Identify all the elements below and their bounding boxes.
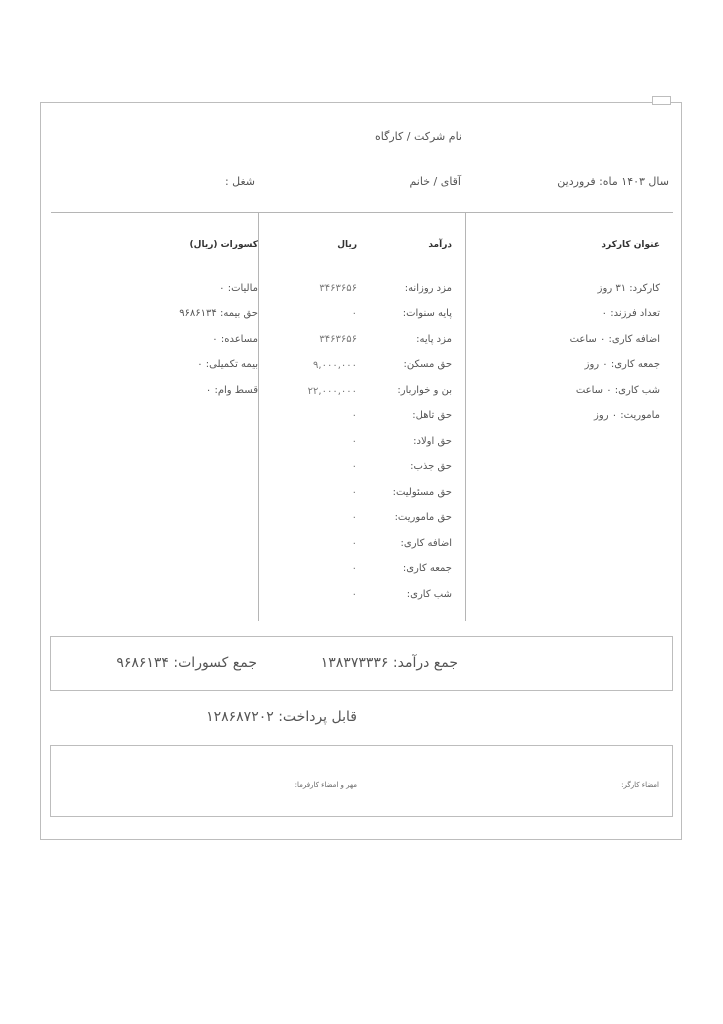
employer-signature: مهر و امضاء کارفرما: <box>294 781 357 789</box>
work-item-friday: جمعه کاری: ۰ روز <box>584 359 660 370</box>
income-value: ۰ <box>351 512 357 523</box>
work-item-days: کارکرد: ۳۱ روز <box>597 283 660 294</box>
income-value: ۰ <box>351 436 357 447</box>
income-value: ۰ <box>351 308 357 319</box>
deduction-insurance: حق بیمه: ۹۶۸۶۱۳۴ <box>179 308 258 319</box>
deductions-total: جمع کسورات: ۹۶۸۶۱۳۴ <box>116 655 257 671</box>
deduction-tax: مالیات: ۰ <box>219 283 258 294</box>
worker-signature: امضاء کارگر: <box>621 781 659 789</box>
income-label: اضافه کاری: <box>400 538 452 549</box>
income-value: ۰ <box>351 538 357 549</box>
rial-header: ریال <box>337 240 357 250</box>
job-label: شغل : <box>224 175 255 188</box>
income-label: پایه سنوات: <box>402 308 452 319</box>
header-divider <box>51 212 673 213</box>
income-label: شب کاری: <box>406 589 452 600</box>
income-header: درآمد <box>428 240 452 250</box>
income-value: ۰ <box>351 461 357 472</box>
deduction-supplementary-insurance: بیمه تکمیلی: ۰ <box>197 359 258 370</box>
income-label: مزد روزانه: <box>404 283 452 294</box>
net-payable: قابل پرداخت: ۱۲۸۶۸۷۲۰۲ <box>206 709 357 725</box>
work-item-overtime: اضافه کاری: ۰ ساعت <box>569 334 660 345</box>
income-total: جمع درآمد: ۱۳۸۳۷۳۳۳۶ <box>320 655 458 671</box>
income-value: ۲۲,۰۰۰,۰۰۰ <box>307 386 357 397</box>
company-name: نام شرکت / کارگاه <box>375 130 462 143</box>
work-item-night: شب کاری: ۰ ساعت <box>575 385 660 396</box>
income-value: ۹,۰۰۰,۰۰۰ <box>313 360 357 371</box>
income-value: ۰ <box>351 589 357 600</box>
corner-tab <box>652 96 671 105</box>
income-value: ۰ <box>351 410 357 421</box>
income-label: حق اولاد: <box>413 436 452 447</box>
work-item-mission: ماموریت: ۰ روز <box>594 410 660 421</box>
income-label: حق مسکن: <box>403 359 452 370</box>
income-label: حق مسئولیت: <box>392 487 452 498</box>
person-label: آقای / خانم <box>409 175 461 188</box>
deduction-advance: مساعده: ۰ <box>212 334 258 345</box>
deductions-header: کسورات (ریال) <box>189 240 258 250</box>
income-value: ۳۴۶۳۶۵۶ <box>319 334 357 345</box>
income-label: حق ماموریت: <box>394 512 452 523</box>
income-value: ۰ <box>351 563 357 574</box>
column-divider-left <box>258 213 259 621</box>
income-label: جمعه کاری: <box>402 563 452 574</box>
deduction-loan-installment: قسط وام: ۰ <box>205 385 258 396</box>
income-label: حق جذب: <box>410 461 452 472</box>
income-value: ۰ <box>351 487 357 498</box>
income-label: مزد پایه: <box>416 334 452 345</box>
signature-box <box>50 745 673 817</box>
work-item-children: تعداد فرزند: ۰ <box>601 308 660 319</box>
column-divider-right <box>465 213 466 621</box>
period-label: سال ۱۴۰۳ ماه: فروردین <box>557 175 669 188</box>
work-title-header: عنوان کارکرد <box>601 240 660 250</box>
income-label: بن و خواربار: <box>397 385 452 396</box>
income-label: حق تاهل: <box>412 410 452 421</box>
income-value: ۳۴۶۳۶۵۶ <box>319 283 357 294</box>
